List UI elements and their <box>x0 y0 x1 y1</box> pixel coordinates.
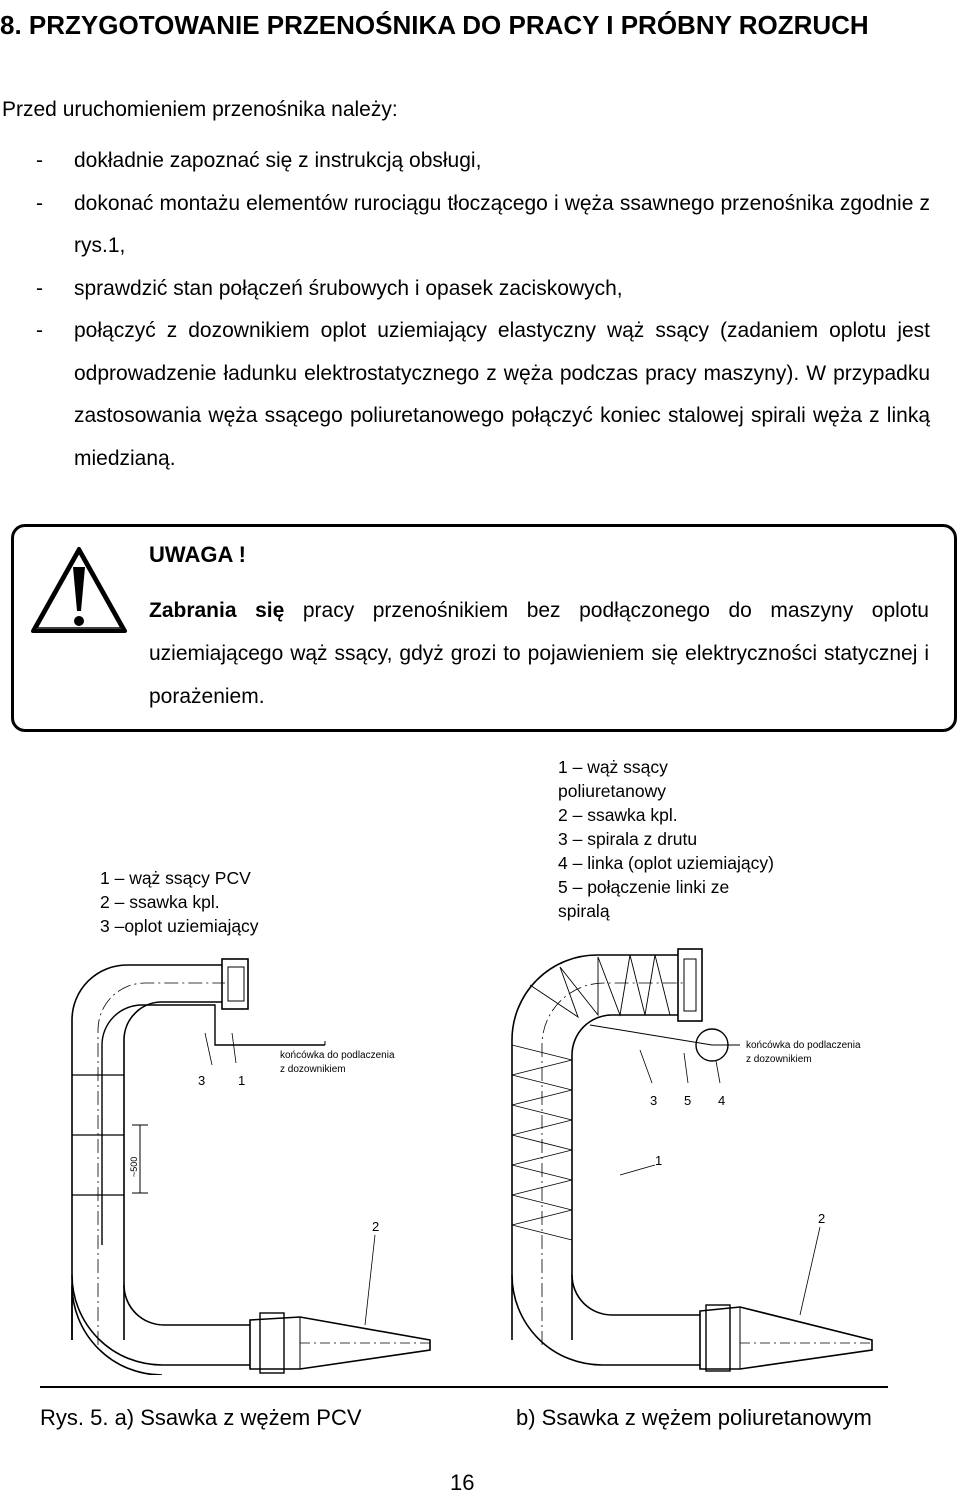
fig-b-label-3: 3 <box>650 1093 658 1108</box>
step-text: dokładnie zapoznać się z instrukcją obsługi, <box>74 149 482 172</box>
figure-a-hose-drawing <box>72 959 430 1375</box>
figure-divider <box>40 1386 888 1388</box>
step-item <box>0 183 930 268</box>
fig-b-callout-line2: z dozownikiem <box>746 1054 812 1065</box>
list-dash: - <box>36 319 43 342</box>
step-item <box>0 140 930 183</box>
legend-a-item: 2 – ssawka kpl. <box>100 892 220 912</box>
page-number: 16 <box>450 1470 475 1495</box>
list-dash: - <box>36 191 43 215</box>
step-item <box>0 310 930 480</box>
warning-text <box>149 589 929 718</box>
legend-a-item: 1 – wąż ssący PCV <box>100 868 251 888</box>
fig-b-label-2: 2 <box>818 1211 826 1226</box>
warning-bold-lead: Zabrania się <box>149 599 285 622</box>
fig-a-label-2: 2 <box>372 1219 380 1234</box>
section-heading: 8. PRZYGOTOWANIE PRZENOŚNIKA DO PRACY I PRÓBNY ROZRUCH <box>0 10 869 40</box>
step-text: połączyć z dozownikiem oplot uziemiający elastyczny wąż ssący (zadaniem oplotu jest odprowadzenie ładunku elektrostatycznego z węża podczas pracy maszyny). W przypadku zastosowania węża ssącego poliuretanowego połączyć koniec stalowej spirali węża z linką miedzianą. <box>74 319 930 470</box>
fig-a-callout-line1: końcówka do podlaczenia <box>280 1050 395 1061</box>
fig-a-label-3: 3 <box>198 1073 206 1088</box>
list-dash: - <box>36 276 43 300</box>
fig-b-label-4: 4 <box>718 1093 726 1108</box>
legend-b-item: spiralą <box>558 901 610 921</box>
fig-b-callout-line1: końcówka do podlaczenia <box>746 1040 861 1051</box>
legend-b-item: 4 – linka (oplot uziemiający) <box>558 853 774 873</box>
figure-b-hose-drawing <box>512 949 872 1371</box>
legend-b-item: 1 – wąż ssący <box>558 757 668 777</box>
caption-b: b) Ssawka z wężem poliuretanowym <box>516 1405 872 1430</box>
fig-a-dimension: ~500 <box>129 1156 139 1177</box>
legend-b-item: poliuretanowy <box>558 781 666 801</box>
legend-b-item: 2 – ssawka kpl. <box>558 805 678 825</box>
legend-a-item: 3 –oplot uziemiający <box>100 916 259 936</box>
suction-hose-figure <box>0 945 960 1375</box>
fig-a-label-1: 1 <box>238 1073 246 1088</box>
fig-b-label-1: 1 <box>655 1153 663 1168</box>
step-text: dokonać montażu elementów rurociągu tłoczącego i węża ssawnego przenośnika zgodnie z rys.1, <box>74 191 930 257</box>
legend-b <box>558 755 774 923</box>
warning-body: pracy przenośnikiem bez podłączonego do maszyny oplotu uziemiającego wąż ssący, gdyż grozi to pojawieniem się elektryczności statycznej i porażeniem. <box>149 599 929 708</box>
list-dash: - <box>36 149 43 172</box>
legend-b-item: 5 – połączenie linki ze <box>558 877 730 897</box>
warning-title: UWAGA ! <box>149 542 246 567</box>
legend-b-item: 3 – spirala z drutu <box>558 829 698 849</box>
warning-box <box>11 524 957 732</box>
fig-b-label-5: 5 <box>684 1093 692 1108</box>
caption-a: Rys. 5. a) Ssawka z wężem PCV <box>40 1405 362 1430</box>
warning-triangle-icon <box>29 545 129 635</box>
step-text: sprawdzić stan połączeń śrubowych i opasek zaciskowych, <box>74 276 623 300</box>
step-item <box>0 268 930 311</box>
fig-a-callout-line2: z dozownikiem <box>280 1064 346 1075</box>
steps-list <box>0 140 930 480</box>
legend-a <box>100 866 259 938</box>
intro-text: Przed uruchomieniem przenośnika należy: <box>2 98 398 121</box>
